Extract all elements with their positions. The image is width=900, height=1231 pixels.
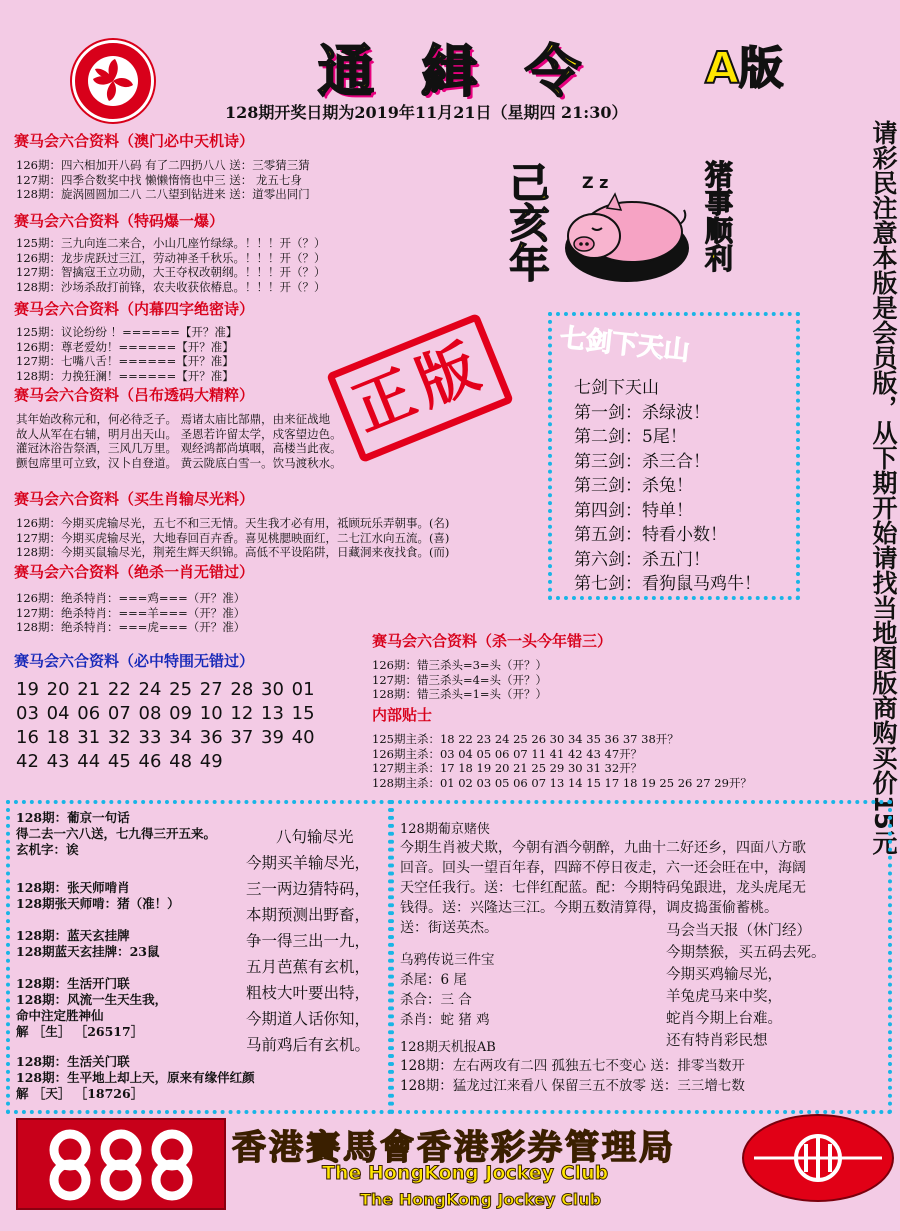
section-title-8: 赛马会六合资料（杀一头今年错三） — [372, 632, 613, 650]
bottom-right-box — [390, 800, 892, 1114]
lottery-emblem-icon — [744, 1116, 892, 1200]
line: 126期主杀：03 04 05 06 07 11 41 42 43 47开？ — [372, 746, 643, 761]
line: 玄机字：诶 — [16, 842, 79, 857]
line: 灌冠沐浴告祭酒，三风几万里。 观经鸿都尚填咽，高楼当此夜。 — [16, 441, 342, 455]
section-lines-9 — [372, 732, 752, 790]
line: 今期生肖被犬欺，今朝有酒今朝醉，九曲十二好还乡，四面八方歌 — [400, 840, 806, 856]
crow-lines — [400, 970, 490, 1030]
line: 五月芭蕉有玄机， — [246, 958, 371, 976]
number-row: 19 20 21 22 24 25 27 28 30 01 — [16, 679, 315, 700]
line: 128期：旋涡圆圆加二八 二八望到钻进来 送：道零出同门 — [16, 187, 310, 201]
line: 128期：力挽狂澜！======【开？准】 — [16, 368, 234, 383]
line: 本期预测出野畜， — [246, 906, 371, 924]
line: 127期：今期买虎输尽光，大地春回百卉香。喜见桃腮映面红，二七江水向五流。(喜) — [16, 530, 450, 545]
section-lines-4 — [16, 412, 342, 470]
edition-label: A版 — [705, 43, 784, 94]
line: 今期道人话你知， — [246, 1010, 371, 1028]
section-lines-8 — [372, 658, 547, 702]
line: 送：街送英杰。 — [400, 920, 498, 936]
line: 128期蓝天玄挂牌：23鼠 — [16, 944, 160, 959]
number-row: 03 04 06 07 08 09 10 12 13 15 — [16, 703, 315, 724]
gambler-title: 128期葡京赌侠 — [400, 822, 490, 837]
seven-swords-heading: 七剑下天山 — [558, 323, 691, 367]
block-5 — [16, 1054, 255, 1102]
line: 128期：错三杀头=1=头（开？） — [372, 687, 548, 701]
section-title-4: 赛马会六合资料（吕布透码大精粹） — [14, 386, 255, 404]
line: 还有特肖彩民想 — [666, 1033, 768, 1049]
hkjc-knot-icon — [18, 1120, 224, 1208]
pig-year: 己亥年 — [503, 162, 549, 282]
line: 125期：三九向连二来合，小山几座竹绿绿。！！！开（？） — [16, 236, 326, 250]
tianji-title: 128期天机报AB — [400, 1040, 496, 1055]
line: 钱得。送：兴隆达三江。今期五数清算得，调皮捣蛋偷蓄桃。 — [400, 900, 778, 916]
section-title-5: 赛马会六合资料（买生肖输尽光料） — [14, 490, 255, 508]
line: 解 ［生］ ［26517］ — [16, 1024, 144, 1039]
line: 回音。回头一望百年春，四蹄不停日夜走，六一还会旺在中，海阔 — [400, 860, 806, 876]
line: 马会当天报（休门经） — [666, 923, 811, 939]
line: 天空任我行。送：七伴红配蓝。配：今期特码兔跟进，龙头虎尾无 — [400, 880, 806, 896]
line: 128期：生活关门联 — [16, 1054, 130, 1069]
line: 128期：左右两攻有二四 孤独五七不变心 送：排零当数开 — [400, 1058, 745, 1074]
section-title-6: 赛马会六合资料（绝杀一肖无错过） — [14, 563, 255, 581]
section-title-9: 内部贴士 — [372, 706, 433, 724]
line: 127期：四季合数奖中找 懒懒惰惰也中三 送： 龙五七身 — [16, 172, 302, 187]
block-3 — [16, 928, 160, 960]
line: 故人从军在右辅，明月出天山。 圣恩若许留太学，戍客望边色。 — [16, 426, 342, 441]
hk-emblem-logo — [72, 40, 154, 122]
line: 128期：风流一生天生我， — [16, 992, 168, 1007]
section-lines-1 — [16, 158, 310, 202]
footer-en-1: The HongKong Jockey Club — [322, 1162, 609, 1184]
line: 126期：四六相加开八码 有了二四扔八八 送：三零猜三猜 — [16, 158, 310, 172]
line: 126期：错三杀头=3=头（开？） — [372, 658, 548, 672]
line: 128期：葡京一句话 — [16, 810, 130, 825]
line: 128期：生平地上却上天，原来有缘伴红颜 — [16, 1070, 255, 1085]
side-notice: 请彩民注意本版是会员版，从下期开始请找当地图版商购买价15元 — [869, 120, 898, 855]
block-2 — [16, 880, 180, 912]
number-grid — [16, 678, 315, 774]
sword-line: 七剑下天山 — [574, 378, 659, 398]
section-title-1: 赛马会六合资料（澳门必中天机诗） — [14, 132, 255, 150]
seven-swords-list — [574, 376, 761, 597]
line: 颤包席里可立致，汉卜自登道。 黄云陇底白雪一。饮马渡秋水。 — [16, 455, 342, 470]
line: 128期：蓝天玄挂牌 — [16, 928, 130, 943]
bottom-left-box — [6, 800, 392, 1114]
line: 128期：绝杀特肖：===虎===（开？准） — [16, 620, 246, 634]
section-title-2: 赛马会六合资料（特码爆一爆） — [14, 212, 225, 230]
section-lines-5 — [16, 516, 449, 560]
line: 128期张天师啃：猪（准！） — [16, 896, 180, 911]
line: 127期主杀：17 18 19 20 21 25 29 30 31 32开？ — [372, 761, 643, 775]
section-title-3: 赛马会六合资料（内幕四字绝密诗） — [14, 300, 255, 318]
footer-right-logo — [742, 1114, 894, 1202]
block-1 — [16, 810, 216, 858]
sword-line: 第三剑：杀三合！ — [574, 451, 710, 472]
line: 争一得三出一九， — [246, 932, 371, 950]
line: 今期买鸡输尽光， — [666, 967, 782, 983]
sword-line: 第七剑：看狗鼠马鸡牛！ — [574, 574, 761, 594]
line: 125期主杀：18 22 23 24 25 26 30 34 35 36 37 38开？ — [372, 732, 679, 746]
sword-line: 第四剑：特单！ — [574, 500, 693, 521]
draw-info: 128期开奖日期为2019年11月21日（星期四 21:30） — [225, 103, 628, 122]
crow-title: 乌鸦传说三件宝 — [400, 952, 495, 968]
line: 命中注定胜神仙 — [16, 1008, 104, 1023]
line: 马前鸡后有玄机。 — [246, 1036, 371, 1054]
footer-org-name: 香港賽馬會香港彩券管理局 — [232, 1128, 676, 1168]
line: 八句输尽光 — [276, 828, 354, 846]
sword-line: 第一剑：杀绿波！ — [574, 402, 710, 423]
line: 127期：七嘴八舌！======【开？准】 — [16, 354, 234, 368]
svg-text:Z z: Z z — [582, 173, 609, 192]
line: 128期：今期买鼠输尽光，荆茺生辉天织锦。高低不平设陷阱，日藏洞来夜找食。(而) — [16, 545, 450, 559]
line: 126期：尊老爱幼！======【开？准】 — [16, 339, 234, 354]
line: 127期：绝杀特肖：===羊===（开？准） — [16, 605, 246, 620]
sword-line: 第五剑：特看小数！ — [574, 525, 727, 545]
line: 今期买羊输尽光， — [246, 854, 371, 872]
line: 126期：今期买虎输尽光，五七不和三无情。天生我才必有用，祗顾玩乐弄朝事。(名) — [16, 516, 450, 530]
line: 126期：绝杀特肖：===鸡===（开？准） — [16, 591, 246, 605]
genuine-stamp: 正版 — [326, 313, 514, 463]
line: 羊兔虎马来中奖， — [666, 989, 782, 1005]
section-lines-3 — [16, 325, 237, 383]
line: 其年始改称元和，何必待乏子。 焉诸太庙比郜鼎，由来征战地 — [16, 412, 331, 426]
sword-line: 第六剑：杀五门！ — [574, 549, 710, 570]
sleeping-pig-icon — [552, 168, 692, 288]
number-row: 16 18 31 32 33 34 36 37 39 40 — [16, 727, 315, 748]
footer-en-2: The HongKong Jockey Club — [360, 1190, 602, 1209]
sword-line: 第二剑：5尾！ — [574, 427, 687, 447]
line: 128期主杀：01 02 03 05 06 07 13 14 15 17 18 19 25 26 27 29开？ — [372, 775, 752, 790]
line: 解 ［天］ ［18726］ — [16, 1086, 144, 1101]
section-title-7: 赛马会六合资料（必中特围无错过） — [14, 652, 255, 670]
line: 杀合：三 合 — [400, 992, 472, 1008]
number-row: 42 43 44 45 46 48 49 — [16, 751, 223, 772]
line: 128期：猛龙过江来看八 保留三五不放零 送：三三增七数 — [400, 1078, 745, 1094]
pig-wish: 猪事顺利 — [701, 160, 734, 272]
bauhinia-icon — [75, 43, 151, 119]
line: 杀肖：蛇 猪 鸡 — [400, 1012, 490, 1028]
line: 128期：生活开门联 — [16, 976, 130, 991]
line: 蛇肖今期上台难。 — [666, 1011, 782, 1027]
footer-left-logo — [16, 1118, 226, 1210]
line: 今期禁猴，买五码去死。 — [666, 945, 826, 961]
line: 126期：龙步虎跃过三江，劳动神圣千秋乐。！！！开（？） — [16, 250, 326, 265]
line: 125期：议论纷纷 ！======【开？准】 — [16, 325, 238, 339]
block-4 — [16, 976, 167, 1040]
line: 得二去一六八送，七九得三开五来。 — [16, 826, 217, 841]
line: 128期：沙场杀敌打前锋，农夫收获依椿息。！！！开（？） — [16, 279, 326, 294]
line: 128期：张天师啃肖 — [16, 880, 130, 895]
seven-swords-box — [548, 312, 800, 600]
line: 127期：错三杀头=4=头（开？） — [372, 672, 548, 687]
line: 三一两边猜特码， — [246, 880, 371, 898]
line: 杀尾：6 尾 — [400, 972, 467, 988]
page-title: 通 緝 令 — [318, 40, 595, 105]
poem — [246, 824, 370, 1058]
sword-line: 第三剑：杀兔！ — [574, 476, 693, 496]
section-lines-2 — [16, 236, 325, 294]
line: 粗枝大叶要出特， — [246, 984, 371, 1002]
tianji-lines — [400, 1056, 745, 1096]
horse-report — [666, 920, 826, 1052]
line: 127期：智擒寇王立功勋，大王夺权改朝纲。！！！开（？） — [16, 265, 326, 279]
section-lines-6 — [16, 591, 245, 635]
